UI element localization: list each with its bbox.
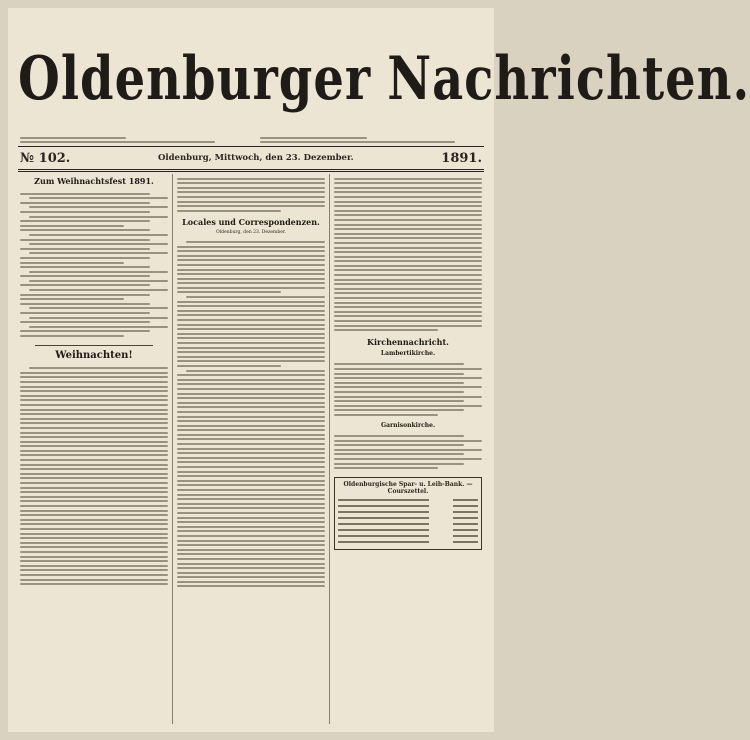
top-rule — [18, 146, 484, 147]
article-title: Weihnachten! — [55, 349, 133, 361]
column-3-top-body — [334, 174, 482, 335]
column-separator — [172, 174, 173, 724]
masthead — [18, 34, 750, 124]
article-body — [20, 364, 168, 589]
subline-right-text — [260, 134, 482, 146]
bank-advert — [334, 477, 482, 550]
subline-left-text — [20, 134, 242, 146]
section-title-locales: Locales und Correspondenzen. — [182, 217, 320, 228]
column-1 — [20, 174, 168, 724]
column-3 — [334, 174, 482, 724]
subsection-garnison: Garnisonkirche. — [380, 421, 436, 429]
column-2-body — [177, 237, 325, 591]
masthead-title-right: Nachrichten. — [387, 44, 750, 114]
section-subline: Oldenburg, den 23. Dezember. — [216, 230, 286, 236]
issue-dateline: Oldenburg, Mittwoch, den 23. Dezember. — [157, 153, 354, 163]
column-separator — [329, 174, 330, 724]
subsection-lamberti: Lambertikirche. — [380, 349, 436, 357]
divider — [35, 345, 153, 346]
poem-title: Zum Weihnachtsfest 1891. — [34, 176, 154, 186]
masthead-subline — [20, 134, 482, 146]
masthead-title-left: Oldenburger — [18, 44, 372, 114]
column-2-top-body — [177, 174, 325, 215]
church-body-2 — [334, 432, 482, 473]
issue-number: № 102. — [20, 150, 71, 166]
issue-year: 1891. — [441, 150, 482, 166]
newspaper-page — [8, 8, 750, 732]
issue-row — [20, 149, 482, 167]
issue-rule-2 — [18, 171, 484, 172]
poem-body — [20, 189, 168, 341]
church-body-1 — [334, 360, 482, 420]
column-2 — [177, 174, 325, 724]
section-title-church: Kirchennachricht. — [367, 336, 449, 347]
bank-advert-title: Oldenburgische Spar- u. Leih-Bank. — Courszettel. — [343, 480, 473, 495]
article-columns — [20, 174, 482, 724]
issue-rule-1 — [18, 169, 484, 170]
